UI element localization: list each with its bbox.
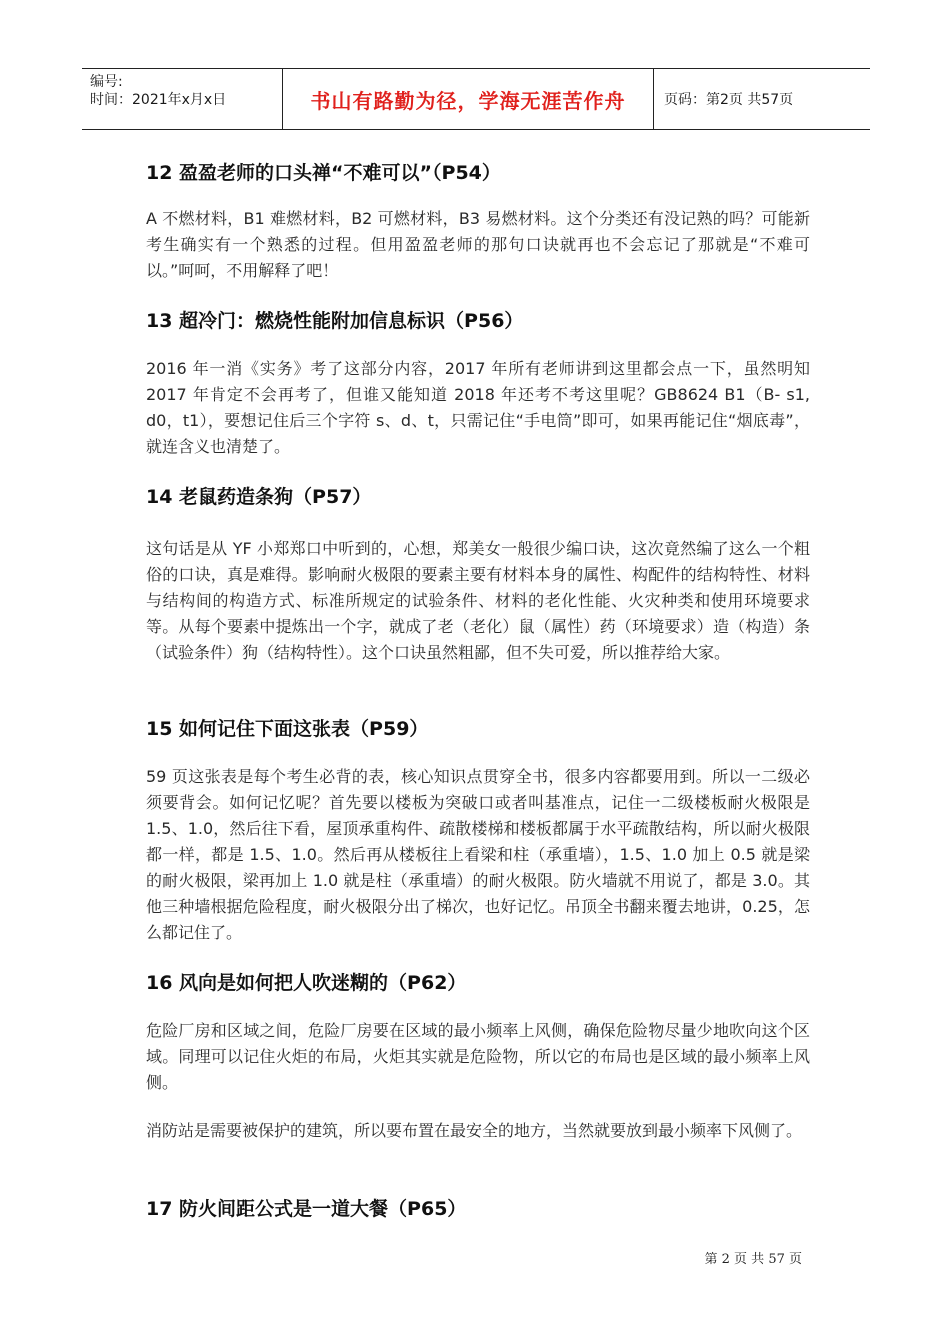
section-15 [146,714,810,744]
serial-label: 编号: [90,74,123,90]
section-14-body [146,536,810,666]
section-16 [146,968,810,998]
paragraph: 消防站是需要被保护的建筑，所以要布置在最安全的地方，当然就要放到最小频率下风侧了。 [146,1121,803,1140]
section-13-body [146,356,810,460]
section-17 [146,1194,810,1224]
section-title: 16 风向是如何把人吹迷糊的（P62） [146,972,467,994]
header-meta [82,69,282,129]
paragraph: 2016 年一消《实务》考了这部分内容，2017 年所有老师讲到这里都会点一下，虽然明知 2017 年肯定不会再考了，但谁又能知道 2018 年还考不考这里呢？GB8624 B1（B- s1, d0，t1），要想记住后三个字符 s、d、t，只需记住“手电筒”即可，如果再能记住“烟底毒”，就连含义也清楚了。 [146,359,810,456]
section-title: 14 老鼠药造条狗（P57） [146,486,372,508]
section-13 [146,306,810,336]
section-16-body-2 [146,1118,810,1144]
section-14 [146,482,810,512]
section-title: 15 如何记住下面这张表（P59） [146,718,429,740]
header-motto: 书山有路勤为径，学海无涯苦作舟 [282,69,654,129]
page-header [82,68,870,130]
paragraph: 59 页这张表是每个考生必背的表，核心知识点贯穿全书，很多内容都要用到。所以一二级必须要背会。如何记忆呢？首先要以楼板为突破口或者叫基准点，记住一二级楼板耐火极限是 1.5、1.0，然后往下看，屋顶承重构件、疏散楼梯和楼板都属于水平疏散结构，所以耐火极限都一样，都是 1.5、1.0。然后再从楼板往上看梁和柱（承重墙），1.5、1.0 加上 0.5 就是梁的耐火极限，梁再加上 1.0 就是柱（承重墙）的耐火极限。防火墙就不用说了，都是 3.0。其他三种墙根据危险程度，耐火极限分出了梯次，也好记忆。吊顶全书翻来覆去地讲，0.25，怎么都记住了。 [146,767,810,942]
section-title: 17 防火间距公式是一道大餐（P65） [146,1198,467,1220]
section-title: 13 超冷门：燃烧性能附加信息标识（P56） [146,310,524,332]
paragraph: A 不燃材料，B1 难燃材料，B2 可燃材料，B3 易燃材料。这个分类还有没记熟的吗？可能新考生确实有一个熟悉的过程。但用盈盈老师的那句口诀就再也不会忘记了那就是“不难可以。”呵呵，不用解释了吧！ [146,209,810,280]
paragraph: 危险厂房和区域之间，危险厂房要在区域的最小频率上风侧，确保危险物尽量少地吹向这个区域。同理可以记住火炬的布局，火炬其实就是危险物，所以它的布局也是区域的最小频率上风侧。 [146,1021,810,1092]
header-page-label: 页码：第2页 共57页 [664,92,794,108]
section-15-body [146,764,810,946]
time-label: 时间：2021年x月x日 [90,92,227,108]
section-12-body [146,206,810,284]
section-title: 12 盈盈老师的口头禅“不难可以”（P54） [146,162,501,184]
page-footer: 第 2 页 共 57 页 [704,1252,802,1267]
section-12 [146,158,810,188]
section-16-body [146,1018,810,1096]
paragraph: 这句话是从 YF 小郑郑口中听到的，心想，郑美女一般很少编口诀，这次竟然编了这么一个粗俗的口诀，真是难得。影响耐火极限的要素主要有材料本身的属性、构配件的结构特性、材料与结构间的构造方式、标准所规定的试验条件、材料的老化性能、火灾种类和使用环境要求等。从每个要素中提炼出一个字，就成了老（老化）鼠（属性）药（环境要求）造（构造）条（试验条件）狗（结构特性）。这个口诀虽然粗鄙，但不失可爱，所以推荐给大家。 [146,539,810,662]
